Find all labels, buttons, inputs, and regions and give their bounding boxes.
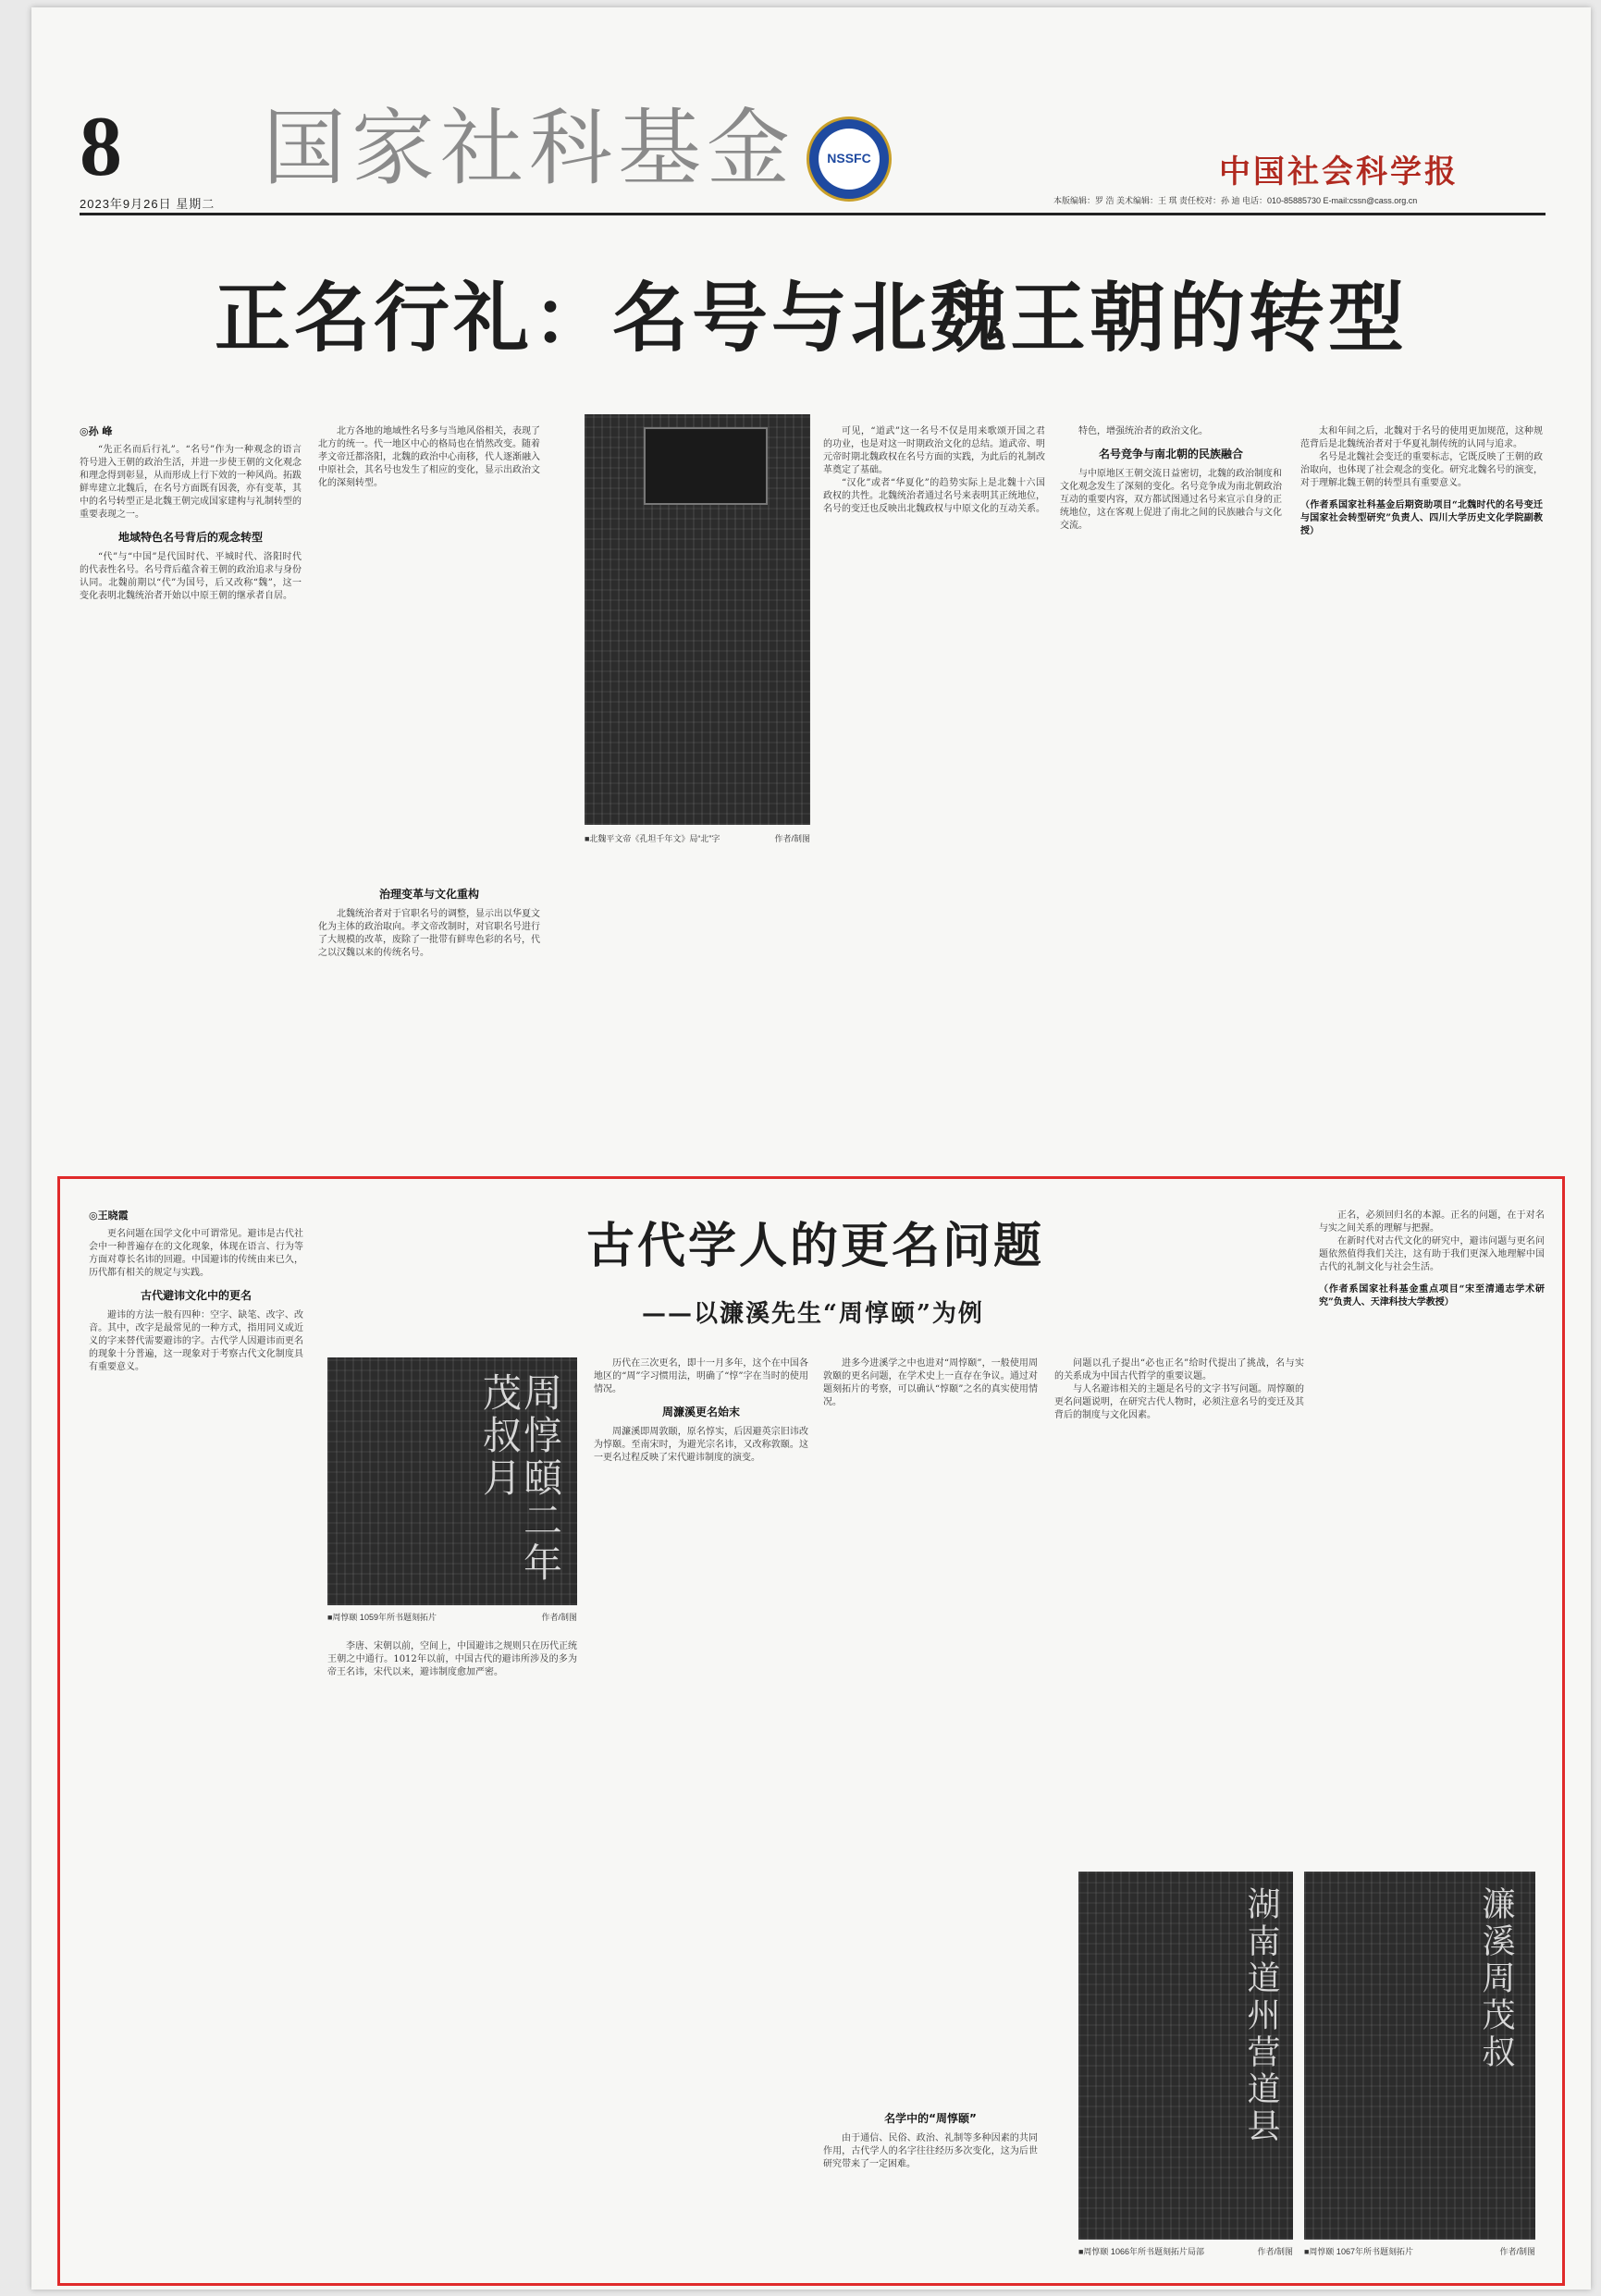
top-col-1 <box>80 425 302 1156</box>
top-col-4 <box>1060 425 1282 1156</box>
top-headline: 正名行礼：名号与北魏王朝的转型 <box>214 275 1408 362</box>
top-col-5 <box>1300 425 1543 1156</box>
rubbing-image-1067 <box>1304 1872 1535 2240</box>
stele-inscription-panel <box>644 427 768 505</box>
paragraph: 历代在三次更名，即十一月多年，这个在中国各地区的“周”字习惯用法，明确了“惇”字在当时的使用情况。 <box>594 1358 808 1394</box>
subheading: 周濂溪更名始末 <box>661 1406 740 1418</box>
paragraph: 进多今进溪学之中也进对“周惇颐”，一般使用周敦颐的更名问题，在学术史上一直存在争议。通过对题刻拓片的考察，可以确认“惇颐”之名的真实使用情况。 <box>823 1358 1038 1407</box>
paragraph: 周濂溪即周敦颐，原名惇实，后因避英宗旧讳改为惇颐。至南宋时，为避光宗名讳，又改称敦颐。这一更名过程反映了宋代避讳制度的演变。 <box>594 1427 808 1463</box>
paragraph: “代”与“中国”是代国时代、平城时代、洛阳时代的代表性名号。名号背后蕴含着王朝的政治追求与身份认同。北魏前期以“代”为国号，后又改称“魏”，这一变化表明北魏统治者开始以中原王朝的继承者自居。 <box>80 552 302 601</box>
nssfc-logo <box>807 117 892 202</box>
subheading: 名号竞争与南北朝的民族融合 <box>1098 448 1243 460</box>
top-image-caption: ■北魏平文帝《孔坦千年文》局“北”字 作者/制图 <box>585 834 810 843</box>
paragraph: 北方各地的地域性名号多与当地风俗相关，表现了北方的统一。代一地区中心的格局也在悄然改变。随着孝文帝迁都洛阳，北魏的政治中心南移，代人逐渐融入中原社会，其名号也发生了相应的变化，显示出政治文化的深刻转型。 <box>318 426 540 488</box>
bottom-article-subtitle: ——以濂溪先生“周惇颐”为例 <box>642 1300 984 1328</box>
bottom-article-title: 古代学人的更名问题 <box>586 1219 1045 1274</box>
bottom-col-2 <box>327 1640 577 2260</box>
paragraph: 在新时代对古代文化的研究中，避讳问题与更名问题依然值得我们关注，这有助于我们更深入地理解中国古代的礼制文化与社会生活。 <box>1319 1236 1545 1272</box>
paragraph: 与中原地区王朝交流日益密切，北魏的政治制度和文化观念发生了深刻的变化。名号竞争成为南北朝政治互动的重要内容，双方都试图通过名号来宣示自身的正统地位，这在客观上促进了南北之间的民族融合与文化交流。 <box>1060 469 1282 531</box>
paragraph: 可见，“道武”这一名号不仅是用来歌颂开国之君的功业，也是对这一时期政治文化的总结。道武帝、明元帝时期北魏政权在名号方面的实践，为此后的礼制改革奠定了基础。 <box>823 426 1045 475</box>
rubbing-caption-2: ■周惇颐 1066年所书题刻拓片局部 作者/制图 <box>1078 2247 1293 2256</box>
bottom-byline: ◎王晓霞 <box>89 1209 129 1222</box>
rubbing-inscription: 周惇頤二年茂叔月 <box>476 1372 563 1585</box>
bottom-col-4 <box>823 1357 1038 2264</box>
header-rule <box>80 213 1546 215</box>
top-byline: ◎孙 峰 <box>80 425 113 437</box>
rubbing-image-1059 <box>327 1357 577 1605</box>
section-title: 国家社科基金 <box>263 100 795 197</box>
rubbing-caption-3: ■周惇颐 1067年所书题刻拓片 作者/制图 <box>1304 2247 1535 2256</box>
subheading: 名学中的“周惇颐” <box>884 2112 977 2125</box>
logo-emblem <box>819 129 880 190</box>
bottom-col-1 <box>89 1209 303 2264</box>
bottom-col-3 <box>594 1357 808 2264</box>
author-note: （作者系国家社科基金重点项目“宋至清通志学术研究”负责人、天津科技大学教授） <box>1319 1284 1545 1308</box>
paragraph: “先正名而后行礼”。“名号”作为一种观念的语言符号进入王朝的政治生活，并进一步使王朝的文化观念和理念得到彰显，从而形成上行下效的一种风尚。拓跋鲜卑建立北魏后，在名号方面既有因袭，亦有变革，其中的名号转型正是北魏王朝完成国家建构与礼制转型的重要表现之一。 <box>80 445 302 520</box>
paragraph: 特色，增强统治者的政治文化。 <box>1078 426 1208 436</box>
paragraph: 正名，必须回归名的本源。正名的问题，在于对名与实之间关系的理解与把握。 <box>1319 1210 1545 1234</box>
subheading: 地域特色名号背后的观念转型 <box>117 531 263 544</box>
issue-date: 2023年9月26日 星期二 <box>80 197 216 211</box>
logo-text: NSSFC <box>827 151 871 166</box>
rubbing-image-1066 <box>1078 1872 1293 2240</box>
paragraph: 更名问题在国学文化中可谓常见。避讳是古代社会中一种普遍存在的文化现象，体现在语言、行为等方面对尊长名讳的回避。中国避讳的传统由来已久，历代都有相关的规定与实践。 <box>89 1229 303 1278</box>
top-col-2 <box>318 425 540 1156</box>
subheading: 治理变革与文化重构 <box>378 888 479 901</box>
paragraph: 太和年间之后，北魏对于名号的使用更加规范，这种规范背后是北魏统治者对于华夏礼制传统的认同与追求。 <box>1300 426 1543 449</box>
rubbing-inscription: 湖南道州营道县 <box>1242 1886 1280 2145</box>
bottom-col-5 <box>1054 1357 1304 1838</box>
newspaper-masthead: 中国社会科学报 <box>1219 153 1459 190</box>
paragraph: 名号是北魏社会变迁的重要标志，它既反映了王朝的政治取向，也体现了社会观念的变化。研究北魏名号的演变，对于理解北魏王朝的转型具有重要意义。 <box>1300 452 1543 488</box>
paragraph: 由于通信、民俗、政治、礼制等多种因素的共同作用，古代学人的名字往往经历多次变化，这为后世研究带来了一定困难。 <box>823 2133 1038 2169</box>
paragraph: 问题以孔子提出“必也正名”给时代提出了挑战，名与实的关系成为中国古代哲学的重要议题。 <box>1054 1358 1304 1381</box>
rubbing-caption-1: ■周惇颐 1059年所书题刻拓片 作者/制图 <box>327 1613 577 1622</box>
top-col-3 <box>823 425 1045 1156</box>
paragraph: 北魏统治者对于官职名号的调整，显示出以华夏文化为主体的政治取向。孝文帝改制时，对官职名号进行了大规模的改革，废除了一批带有鲜卑色彩的名号，代之以汉魏以来的传统名号。 <box>318 909 540 958</box>
bottom-col-6 <box>1319 1209 1545 1857</box>
subheading: 古代避讳文化中的更名 <box>140 1289 252 1302</box>
rubbing-inscription: 濂溪周茂叔 <box>1477 1886 1515 2071</box>
paragraph: “汉化”或者“华夏化”的趋势实际上是北魏十六国政权的共性。北魏统治者通过名号来表明其正统地位，名号的变迁也反映出北魏政权与中原文化的互动关系。 <box>823 478 1045 514</box>
author-note: （作者系国家社科基金后期资助项目“北魏时代的名号变迁与国家社会转型研究”负责人、四川大学历史文化学院副教授） <box>1300 500 1543 536</box>
editor-credits: 本版编辑：罗 浩 美术编辑：王 琪 责任校对：孙 迪 电话：010-85885730 E-mail:cssn@cass.org.cn <box>1053 196 1418 205</box>
paragraph: 避讳的方法一般有四种：空字、缺笔、改字、改音。其中，改字是最常见的一种方式，指用同义或近义的字来替代需要避讳的字。古代学人因避讳而更名的现象十分普遍，这一现象对于考察古代文化制度具有重要意义。 <box>89 1310 303 1372</box>
page-number: 8 <box>80 99 122 193</box>
paragraph: 与人名避讳相关的主题是名号的文字书写问题。周惇颐的更名问题说明，在研究古代人物时，必须注意名号的变迁及其背后的制度与文化因素。 <box>1054 1384 1304 1420</box>
paragraph: 李唐、宋朝以前，空间上，中国避讳之规则只在历代正统王朝之中通行。1012年以前，中国古代的避讳所涉及的多为帝王名讳，宋代以来，避讳制度愈加严密。 <box>327 1641 577 1677</box>
newspaper-page <box>31 7 1591 2290</box>
stele-rubbing-image <box>585 414 810 825</box>
